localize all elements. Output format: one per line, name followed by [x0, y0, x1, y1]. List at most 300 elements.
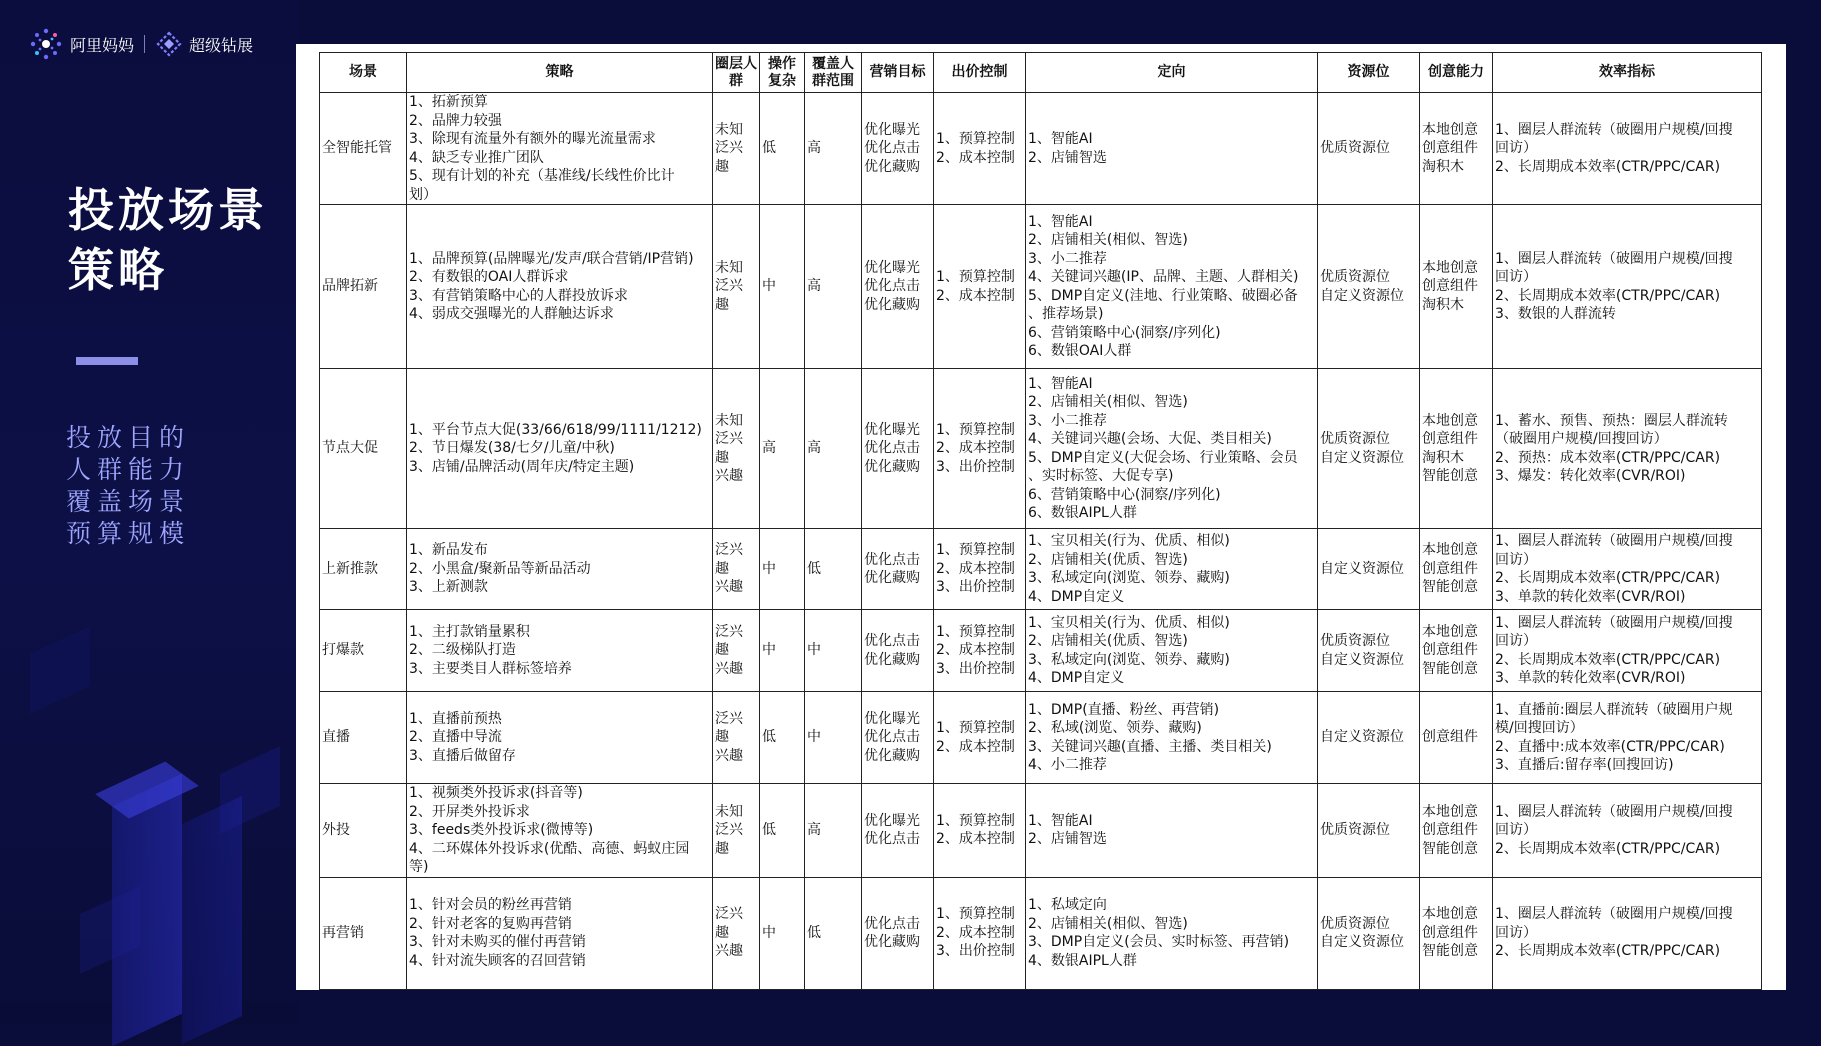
resource-line: 优质资源位: [1320, 915, 1390, 932]
targeting-line: 3、小二推荐: [1028, 250, 1107, 267]
header-crowd: 圈层人群: [713, 53, 760, 93]
metrics-line: 回访）: [1495, 822, 1537, 838]
targeting-line: 2、店铺相关(相似、智选): [1028, 394, 1188, 410]
strategy-table-sheet: [296, 44, 1786, 990]
goal-cell: [862, 93, 934, 205]
strategy-cell: [407, 93, 713, 205]
crowd-cell: [713, 692, 760, 784]
metrics-cell: [1493, 369, 1762, 529]
decorative-cube: [182, 796, 242, 1044]
scene-cell: 打爆款: [320, 610, 407, 692]
header-resource: 资源位: [1318, 53, 1420, 93]
resource-line: 优质资源位: [1320, 633, 1390, 649]
resource-line: 自定义资源位: [1320, 934, 1404, 950]
goal-cell: [862, 205, 934, 369]
creative-line: 本地创意: [1422, 623, 1478, 640]
crowd-cell: [713, 529, 760, 610]
subtitle-line: 覆盖场景: [66, 487, 191, 516]
complexity-cell: 低: [760, 692, 805, 784]
crowd-line: 未知: [715, 121, 743, 138]
resource-line: 自定义资源位: [1320, 560, 1404, 577]
goal-line: 优化藏购: [864, 458, 920, 475]
goal-cell: [862, 877, 934, 989]
strategy-line: 1、平台节点大促(33/66/618/99/1111/1212): [409, 421, 702, 438]
crowd-line: 未知: [715, 803, 743, 820]
coverage-cell: 低: [805, 877, 862, 989]
crowd-cell: [713, 877, 760, 989]
targeting-cell: [1026, 205, 1318, 369]
resource-line: 自定义资源位: [1320, 729, 1404, 746]
metrics-line: 1、圈层人群流转（破圈用户规模/回搜: [1495, 614, 1733, 631]
creative-cell: [1420, 784, 1493, 878]
strategy-line: 1、主打款销量累积: [409, 623, 530, 640]
strategy-line: 5、现有计划的补充（基准线/长线性价比计: [409, 168, 675, 184]
targeting-line: 3、关键词兴趣(直播、主播、类目相关): [1028, 738, 1272, 755]
goal-line: 优化曝光: [864, 259, 920, 276]
targeting-line: 1、智能AI: [1028, 213, 1093, 230]
strategy-line: 3、有营销策略中心的人群投放诉求: [409, 287, 628, 304]
strategy-cell: [407, 610, 713, 692]
metrics-line: 2、长周期成本效率(CTR/PPC/CAR): [1495, 651, 1721, 668]
creative-line: 创意组件: [1422, 822, 1478, 838]
table-row: [320, 369, 1762, 529]
targeting-line: 2、店铺智选: [1028, 831, 1107, 848]
metrics-line: 1、圈层人群流转（破圈用户规模/回搜: [1495, 803, 1733, 820]
strategy-line: 2、二级梯队打造: [409, 642, 516, 659]
targeting-cell: [1026, 529, 1318, 610]
scene-cell: 直播: [320, 692, 407, 784]
strategy-line: 3、主要类目人群标签培养: [409, 660, 572, 677]
targeting-line: 2、店铺相关(相似、智选): [1028, 915, 1188, 932]
creative-line: 本地创意: [1422, 412, 1478, 429]
bid-line: 3、出价控制: [936, 660, 1015, 677]
subtitle-line: 人群能力: [66, 455, 191, 484]
targeting-line: 6、营销策略中心(洞察/序列化): [1028, 324, 1221, 341]
targeting-line: 4、关键词兴趣(会场、大促、类目相关): [1028, 431, 1272, 447]
scene-cell: 品牌拓新: [320, 205, 407, 369]
strategy-line: 2、直播中导流: [409, 729, 502, 746]
targeting-line: 4、DMP自定义: [1028, 588, 1125, 605]
header-coverage: 覆盖人群范围: [805, 53, 862, 93]
strategy-cell: [407, 784, 713, 878]
creative-line: 创意组件: [1422, 278, 1478, 295]
metrics-line: 回访）: [1495, 551, 1537, 568]
bid-cell: [934, 93, 1026, 205]
crowd-line: 泛兴: [715, 140, 743, 157]
strategy-line: 3、上新测款: [409, 579, 488, 596]
goal-line: 优化点击: [864, 915, 920, 932]
metrics-line: 2、直播中:成本效率(CTR/PPC/CAR): [1495, 738, 1725, 755]
goal-line: 优化点击: [864, 440, 920, 457]
creative-line: 创意组件: [1422, 642, 1478, 659]
scene-cell: 节点大促: [320, 369, 407, 529]
metrics-line: 2、长周期成本效率(CTR/PPC/CAR): [1495, 943, 1721, 960]
resource-cell: [1318, 205, 1420, 369]
resource-line: 自定义资源位: [1320, 651, 1404, 668]
crowd-cell: [713, 784, 760, 878]
header-targeting: 定向: [1026, 53, 1318, 93]
crowd-line: 趣: [715, 924, 729, 941]
metrics-line: 回访）: [1495, 924, 1537, 941]
goal-line: 优化藏购: [864, 158, 920, 175]
header-metrics: 效率指标: [1493, 53, 1762, 93]
targeting-line: 3、私域定向(浏览、领券、藏购): [1028, 651, 1230, 668]
metrics-line: 2、长周期成本效率(CTR/PPC/CAR): [1495, 840, 1721, 857]
crowd-cell: [713, 610, 760, 692]
complexity-cell: 中: [760, 877, 805, 989]
goal-line: 优化曝光: [864, 710, 920, 727]
bid-line: 2、成本控制: [936, 738, 1015, 755]
complexity-cell: 中: [760, 610, 805, 692]
table-header-row: [320, 53, 1762, 93]
crowd-line: 兴趣: [715, 747, 743, 764]
bid-line: 3、出价控制: [936, 458, 1015, 475]
subtitle-line: 投放目的: [66, 423, 191, 452]
bid-line: 1、预算控制: [936, 542, 1015, 559]
crowd-cell: [713, 93, 760, 205]
metrics-line: 1、蓄水、预售、预热：圈层人群流转: [1495, 412, 1728, 429]
strategy-line: 3、直播后做留存: [409, 747, 516, 764]
bid-line: 2、成本控制: [936, 440, 1015, 457]
strategy-table: [319, 52, 1762, 990]
creative-cell: [1420, 369, 1493, 529]
targeting-line: 3、DMP自定义(会员、实时标签、再营销): [1028, 934, 1290, 950]
coverage-cell: 中: [805, 692, 862, 784]
product-name: 超级钻展: [189, 35, 254, 55]
strategy-line: 2、开屏类外投诉求: [409, 803, 530, 820]
crowd-line: 趣: [715, 729, 729, 746]
metrics-line: 模/回搜回访）: [1495, 720, 1584, 736]
targeting-line: 5、DMP自定义(大促会场、行业策略、会员: [1028, 449, 1298, 466]
subtitle-line: 预算规模: [66, 519, 191, 548]
bid-line: 2、成本控制: [936, 287, 1015, 304]
creative-line: 智能创意: [1422, 468, 1478, 484]
table-row: [320, 610, 1762, 692]
page-title-line: 策略: [68, 243, 168, 297]
resource-cell: [1318, 784, 1420, 878]
resource-line: 优质资源位: [1320, 140, 1390, 157]
coverage-cell: 低: [805, 529, 862, 610]
crowd-line: 泛兴: [715, 542, 743, 559]
strategy-cell: [407, 205, 713, 369]
metrics-cell: [1493, 93, 1762, 205]
targeting-line: 1、DMP(直播、粉丝、再营销): [1028, 701, 1220, 718]
bid-cell: [934, 784, 1026, 878]
goal-line: 优化藏购: [864, 296, 920, 313]
metrics-cell: [1493, 784, 1762, 878]
header-goal: 营销目标: [862, 53, 934, 93]
strategy-line: 1、拓新预算: [409, 94, 488, 110]
targeting-line: 6、数银OAI人群: [1028, 343, 1132, 359]
goal-line: 优化藏购: [864, 747, 920, 764]
targeting-line: 6、营销策略中心(洞察/序列化): [1028, 486, 1221, 503]
scene-cell: 再营销: [320, 877, 407, 989]
bid-cell: [934, 610, 1026, 692]
coverage-cell: 高: [805, 205, 862, 369]
resource-line: 优质资源位: [1320, 269, 1390, 285]
table-row: [320, 205, 1762, 369]
metrics-line: 回访）: [1495, 633, 1537, 649]
creative-line: 创意组件: [1422, 431, 1478, 447]
metrics-line: 2、预热：成本效率(CTR/PPC/CAR): [1495, 449, 1721, 466]
goal-line: 优化曝光: [864, 812, 920, 829]
crowd-line: 泛兴: [715, 623, 743, 640]
targeting-line: 、实时标签、大促专享): [1028, 468, 1174, 484]
table-row: [320, 529, 1762, 610]
metrics-cell: [1493, 692, 1762, 784]
metrics-line: 3、爆发：转化效率(CVR/ROI): [1495, 468, 1686, 484]
crowd-line: 趣: [715, 449, 729, 466]
strategy-line: 4、缺乏专业推广团队: [409, 149, 544, 166]
metrics-line: 3、单款的转化效率(CVR/ROI): [1495, 670, 1686, 686]
resource-cell: [1318, 877, 1420, 989]
creative-line: 智能创意: [1422, 660, 1478, 677]
strategy-line: 等): [409, 859, 429, 875]
targeting-line: 2、店铺相关(优质、智选): [1028, 633, 1188, 649]
goal-line: 优化藏购: [864, 651, 920, 668]
metrics-line: 回访）: [1495, 269, 1537, 285]
complexity-cell: 中: [760, 205, 805, 369]
resource-cell: [1318, 692, 1420, 784]
strategy-cell: [407, 369, 713, 529]
resource-line: 自定义资源位: [1320, 287, 1404, 304]
targeting-line: 、推荐场景): [1028, 306, 1104, 322]
creative-line: 淘积木: [1422, 158, 1464, 175]
targeting-line: 3、小二推荐: [1028, 412, 1107, 429]
bid-line: 2、成本控制: [936, 149, 1015, 166]
goal-cell: [862, 610, 934, 692]
resource-line: 优质资源位: [1320, 431, 1390, 447]
creative-line: 创意组件: [1422, 924, 1478, 941]
bid-line: 1、预算控制: [936, 131, 1015, 147]
bid-line: 1、预算控制: [936, 269, 1015, 285]
page-title: [68, 180, 268, 300]
metrics-line: 3、数银的人群流转: [1495, 306, 1616, 322]
targeting-line: 4、关键词兴趣(IP、品牌、主题、人群相关): [1028, 269, 1299, 285]
complexity-cell: 高: [760, 369, 805, 529]
crowd-line: 泛兴: [715, 710, 743, 727]
creative-cell: [1420, 877, 1493, 989]
creative-cell: [1420, 93, 1493, 205]
table-row: [320, 784, 1762, 878]
strategy-line: 4、针对流失顾客的召回营销: [409, 952, 586, 969]
brand-name: 阿里妈妈: [70, 35, 135, 55]
targeting-line: 1、私域定向: [1028, 897, 1107, 913]
targeting-line: 2、店铺相关(优质、智选): [1028, 551, 1188, 568]
complexity-cell: 中: [760, 529, 805, 610]
header-strategy: 策略: [407, 53, 713, 93]
creative-cell: [1420, 692, 1493, 784]
strategy-line: 1、品牌预算(品牌曝光/发声/联合营销/IP营销): [409, 250, 694, 267]
resource-cell: [1318, 93, 1420, 205]
header-complexity: 操作复杂: [760, 53, 805, 93]
creative-line: 本地创意: [1422, 121, 1478, 138]
creative-line: 本地创意: [1422, 906, 1478, 923]
goal-line: 优化点击: [864, 551, 920, 568]
bid-cell: [934, 877, 1026, 989]
metrics-line: 1、圈层人群流转（破圈用户规模/回搜: [1495, 121, 1733, 138]
strategy-line: 1、新品发布: [409, 542, 488, 559]
crowd-line: 趣: [715, 642, 729, 659]
strategy-line: 划）: [409, 186, 437, 203]
table-row: [320, 93, 1762, 205]
bid-line: 3、出价控制: [936, 579, 1015, 596]
page-title-line: 投放场景: [68, 183, 268, 237]
creative-line: 创意组件: [1422, 560, 1478, 577]
targeting-line: 1、智能AI: [1028, 812, 1093, 829]
metrics-line: 2、长周期成本效率(CTR/PPC/CAR): [1495, 287, 1721, 304]
goal-line: 优化点击: [864, 278, 920, 295]
strategy-line: 2、品牌力较强: [409, 112, 502, 129]
metrics-line: 3、单款的转化效率(CVR/ROI): [1495, 588, 1686, 605]
coverage-cell: 高: [805, 784, 862, 878]
strategy-cell: [407, 692, 713, 784]
goal-line: 优化点击: [864, 140, 920, 157]
goal-line: 优化点击: [864, 729, 920, 746]
bid-line: 3、出价控制: [936, 943, 1015, 960]
targeting-line: 3、私域定向(浏览、领券、藏购): [1028, 570, 1230, 586]
metrics-cell: [1493, 529, 1762, 610]
targeting-line: 6、数银AIPL人群: [1028, 505, 1137, 521]
strategy-line: 3、feeds类外投诉求(微博等): [409, 822, 594, 838]
strategy-line: 4、二环媒体外投诉求(优酷、高德、蚂蚁庄园: [409, 840, 690, 857]
crowd-cell: [713, 205, 760, 369]
bid-line: 2、成本控制: [936, 831, 1015, 848]
resource-cell: [1318, 369, 1420, 529]
creative-line: 淘积木: [1422, 449, 1464, 466]
metrics-line: 1、圈层人群流转（破圈用户规模/回搜: [1495, 250, 1733, 267]
goal-line: 优化点击: [864, 831, 920, 848]
strategy-line: 3、除现有流量外有额外的曝光流量需求: [409, 131, 656, 147]
bid-line: 1、预算控制: [936, 421, 1015, 438]
targeting-line: 2、店铺智选: [1028, 149, 1107, 166]
goal-cell: [862, 692, 934, 784]
goal-line: 优化藏购: [864, 934, 920, 950]
targeting-line: 4、数银AIPL人群: [1028, 952, 1137, 969]
targeting-cell: [1026, 610, 1318, 692]
bid-line: 1、预算控制: [936, 623, 1015, 640]
scene-cell: 上新推款: [320, 529, 407, 610]
metrics-line: 1、圈层人群流转（破圈用户规模/回搜: [1495, 533, 1733, 549]
crowd-line: 泛兴: [715, 431, 743, 447]
crowd-line: 兴趣: [715, 660, 743, 677]
crowd-cell: [713, 369, 760, 529]
crowd-line: 泛兴: [715, 278, 743, 295]
header-bid: 出价控制: [934, 53, 1026, 93]
metrics-line: （破圈用户规模/回搜回访）: [1495, 431, 1668, 447]
goal-line: 优化藏购: [864, 570, 920, 586]
strategy-cell: [407, 529, 713, 610]
metrics-line: 回访）: [1495, 140, 1537, 157]
goal-line: 优化曝光: [864, 121, 920, 138]
complexity-cell: 低: [760, 93, 805, 205]
targeting-line: 1、宝贝相关(行为、优质、相似): [1028, 533, 1230, 549]
strategy-line: 2、针对老客的复购再营销: [409, 915, 572, 932]
goal-cell: [862, 784, 934, 878]
crowd-line: 趣: [715, 296, 729, 313]
targeting-cell: [1026, 784, 1318, 878]
coverage-cell: 高: [805, 369, 862, 529]
bid-line: 2、成本控制: [936, 642, 1015, 659]
crowd-line: 泛兴: [715, 906, 743, 923]
bid-cell: [934, 369, 1026, 529]
metrics-cell: [1493, 877, 1762, 989]
bid-line: 1、预算控制: [936, 906, 1015, 923]
crowd-line: 泛兴: [715, 822, 743, 838]
table-row: [320, 692, 1762, 784]
bid-cell: [934, 529, 1026, 610]
bid-line: 2、成本控制: [936, 924, 1015, 941]
goal-line: 优化点击: [864, 633, 920, 649]
crowd-line: 兴趣: [715, 943, 743, 960]
metrics-cell: [1493, 205, 1762, 369]
bid-cell: [934, 692, 1026, 784]
metrics-line: 2、长周期成本效率(CTR/PPC/CAR): [1495, 570, 1721, 586]
strategy-line: 3、店铺/品牌活动(周年庆/特定主题): [409, 458, 635, 475]
targeting-line: 1、宝贝相关(行为、优质、相似): [1028, 614, 1230, 631]
resource-line: 自定义资源位: [1320, 449, 1404, 466]
metrics-line: 3、直播后:留存率(回搜回访): [1495, 757, 1674, 773]
creative-line: 智能创意: [1422, 840, 1478, 857]
goal-cell: [862, 369, 934, 529]
bid-line: 1、预算控制: [936, 720, 1015, 736]
creative-cell: [1420, 610, 1493, 692]
targeting-cell: [1026, 692, 1318, 784]
creative-line: 创意组件: [1422, 140, 1478, 157]
creative-line: 本地创意: [1422, 803, 1478, 820]
crowd-line: 未知: [715, 259, 743, 276]
targeting-cell: [1026, 369, 1318, 529]
bid-line: 2、成本控制: [936, 560, 1015, 577]
logo-divider: [144, 35, 145, 53]
scene-cell: 全智能托管: [320, 93, 407, 205]
creative-cell: [1420, 529, 1493, 610]
resource-cell: [1318, 610, 1420, 692]
targeting-line: 4、小二推荐: [1028, 757, 1107, 773]
creative-line: 本地创意: [1422, 542, 1478, 559]
creative-cell: [1420, 205, 1493, 369]
strategy-line: 1、针对会员的粉丝再营销: [409, 897, 572, 913]
bid-cell: [934, 205, 1026, 369]
creative-line: 淘积木: [1422, 296, 1464, 313]
creative-line: 创意组件: [1422, 729, 1478, 746]
header-scene: 场景: [320, 53, 407, 93]
metrics-cell: [1493, 610, 1762, 692]
targeting-line: 2、店铺相关(相似、智选): [1028, 232, 1188, 248]
coverage-cell: 高: [805, 93, 862, 205]
scene-cell: 外投: [320, 784, 407, 878]
metrics-line: 2、长周期成本效率(CTR/PPC/CAR): [1495, 158, 1721, 175]
targeting-cell: [1026, 877, 1318, 989]
strategy-line: 1、视频类外投诉求(抖音等): [409, 785, 583, 801]
bid-line: 1、预算控制: [936, 812, 1015, 829]
strategy-line: 2、有数银的OAI人群诉求: [409, 269, 569, 285]
strategy-cell: [407, 877, 713, 989]
targeting-cell: [1026, 93, 1318, 205]
super-diamond-logo-icon: [155, 30, 183, 58]
table-row: [320, 877, 1762, 989]
targeting-line: 5、DMP自定义(洼地、行业策略、破圈必备: [1028, 287, 1298, 304]
targeting-line: 4、DMP自定义: [1028, 670, 1125, 686]
crowd-line: 趣: [715, 560, 729, 577]
targeting-line: 2、私域(浏览、领券、藏购): [1028, 720, 1202, 736]
goal-cell: [862, 529, 934, 610]
strategy-line: 1、直播前预热: [409, 710, 502, 727]
alimama-logo-icon: [28, 26, 64, 62]
strategy-line: 2、节日爆发(38/七夕/儿童/中秋): [409, 440, 615, 457]
coverage-cell: 中: [805, 610, 862, 692]
complexity-cell: 低: [760, 784, 805, 878]
